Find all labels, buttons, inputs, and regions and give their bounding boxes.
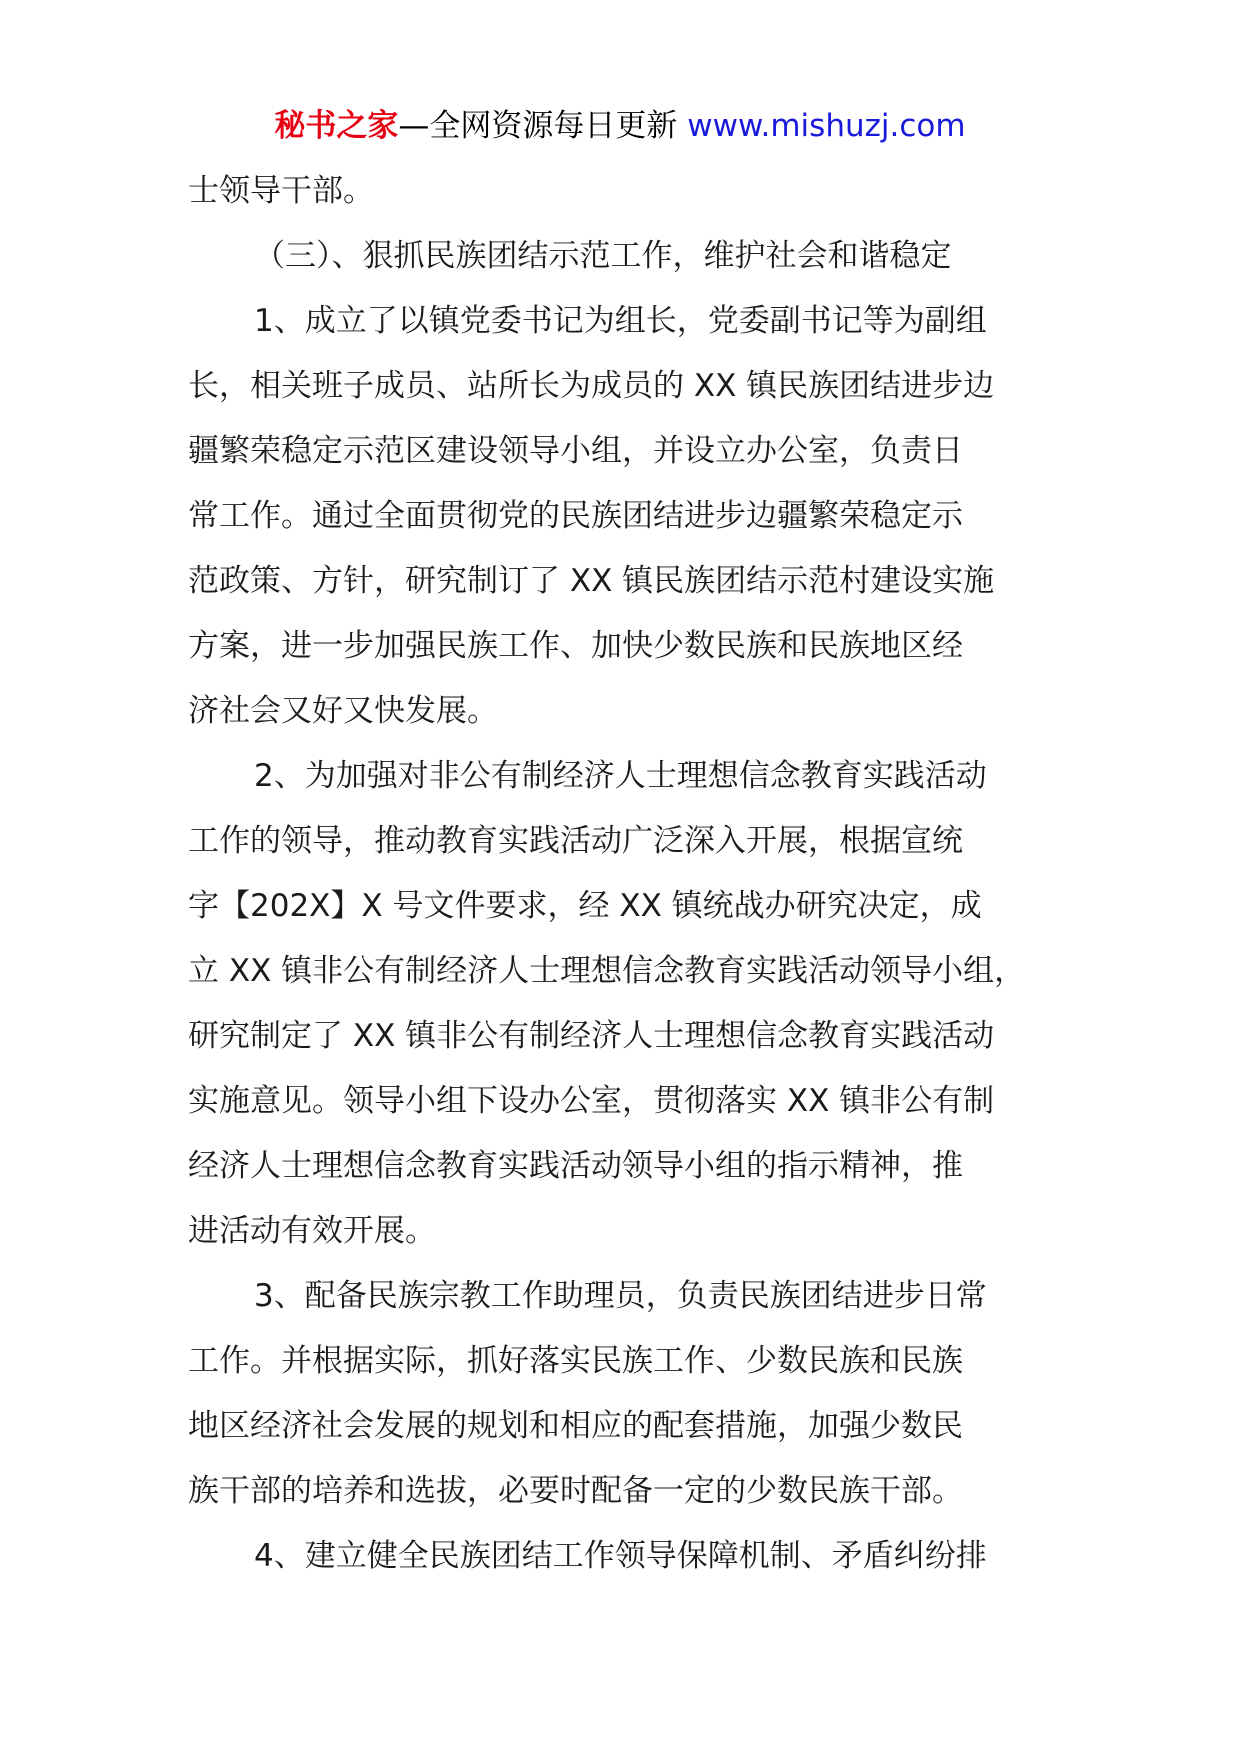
- text-line: 济社会又好又快发展。: [188, 693, 498, 729]
- text-line: 长，相关班子成员、站所长为成员的 XX 镇民族团结进步边: [188, 368, 995, 404]
- section-heading: （三）、狠抓民族团结示范工作，维护社会和谐稳定: [254, 238, 952, 274]
- paragraph-start: 3、配备民族宗教工作助理员，负责民族团结进步日常: [254, 1278, 987, 1314]
- text-line: 工作的领导，推动教育实践活动广泛深入开展，根据宣统: [188, 823, 963, 859]
- text-line: 工作。并根据实际，抓好落实民族工作、少数民族和民族: [188, 1343, 963, 1379]
- header-url[interactable]: www.mishuzj.com: [687, 108, 966, 144]
- brand-name: 秘书之家: [274, 108, 399, 144]
- text-line: 立 XX 镇非公有制经济人士理想信念教育实践活动领导小组，: [188, 953, 1026, 989]
- text-line: 进活动有效开展。: [188, 1213, 436, 1249]
- text-line: 族干部的培养和选拔，必要时配备一定的少数民族干部。: [188, 1473, 963, 1509]
- text-line: 范政策、方针，研究制订了 XX 镇民族团结示范村建设实施: [188, 563, 995, 599]
- text-line: 字【202X】X 号文件要求，经 XX 镇统战办研究决定，成: [188, 888, 982, 924]
- text-line: 研究制定了 XX 镇非公有制经济人士理想信念教育实践活动: [188, 1018, 995, 1054]
- page-header: [0, 104, 1240, 148]
- text-line: 方案，进一步加强民族工作、加快少数民族和民族地区经: [188, 628, 963, 664]
- text-line: 常工作。通过全面贯彻党的民族团结进步边疆繁荣稳定示: [188, 498, 963, 534]
- text-line: 经济人士理想信念教育实践活动领导小组的指示精神，推: [188, 1148, 963, 1184]
- text-line: 实施意见。领导小组下设办公室，贯彻落实 XX 镇非公有制: [188, 1083, 995, 1119]
- paragraph-start: 2、为加强对非公有制经济人士理想信念教育实践活动: [254, 758, 987, 794]
- header-tagline: —全网资源每日更新: [398, 108, 678, 144]
- text-line: 地区经济社会发展的规划和相应的配套措施，加强少数民: [188, 1408, 963, 1444]
- document-body: [188, 159, 1068, 1589]
- paragraph-start: 4、建立健全民族团结工作领导保障机制、矛盾纠纷排: [254, 1538, 987, 1574]
- text-line: 士领导干部。: [188, 173, 374, 209]
- paragraph-start: 1、成立了以镇党委书记为组长，党委副书记等为副组: [254, 303, 987, 339]
- text-line: 疆繁荣稳定示范区建设领导小组，并设立办公室，负责日: [188, 433, 963, 469]
